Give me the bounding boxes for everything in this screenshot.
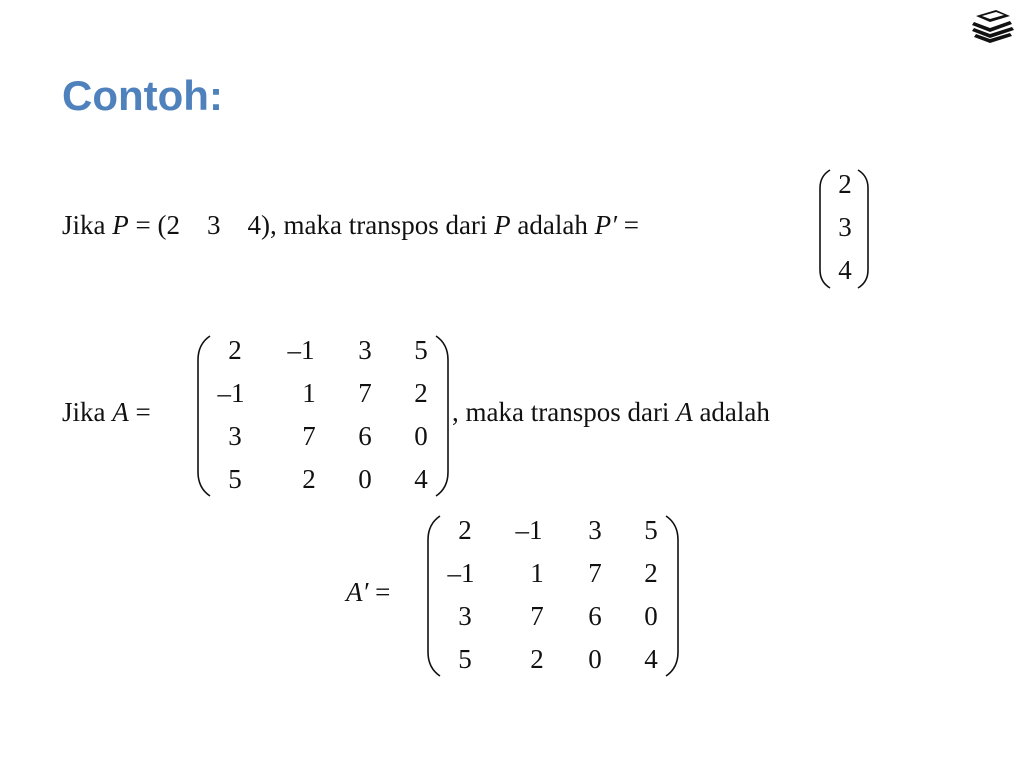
equals-sign: = bbox=[623, 210, 640, 240]
matrix-cell: 6 bbox=[358, 421, 372, 451]
adalah-word: adalah bbox=[699, 397, 770, 427]
matrix-cell: 1 bbox=[530, 558, 544, 588]
matrix-cell: 4 bbox=[644, 644, 658, 674]
matrix-cell: 0 bbox=[588, 644, 602, 674]
matrix-cell: 5 bbox=[414, 335, 428, 365]
slide-title: Contoh: bbox=[62, 72, 223, 119]
var-p: P bbox=[494, 210, 511, 240]
close-paren: ), bbox=[260, 210, 277, 240]
matrix-cell: 0 bbox=[414, 421, 428, 451]
p-transpose-entry: 4 bbox=[838, 255, 852, 285]
equals-sign: = bbox=[135, 210, 151, 240]
matrix-cell: –1 bbox=[287, 335, 315, 365]
matrix-cell: 0 bbox=[644, 601, 658, 631]
p-entry: 2 bbox=[166, 210, 180, 240]
matrix-cell: 3 bbox=[228, 421, 242, 451]
matrix-cell: 2 bbox=[228, 335, 242, 365]
var-a: A bbox=[112, 397, 129, 427]
right-paren bbox=[856, 168, 870, 290]
matrix-cell: 5 bbox=[458, 644, 472, 674]
var-p-prime: P′ bbox=[594, 210, 618, 240]
matrix-cell: 3 bbox=[458, 601, 472, 631]
jika-word: Jika bbox=[62, 210, 106, 240]
matrix-cell: 6 bbox=[588, 601, 602, 631]
line3-prefix bbox=[346, 576, 390, 608]
matrix-cell: 7 bbox=[588, 558, 602, 588]
p-entry: 3 bbox=[206, 210, 221, 240]
equals-sign: = bbox=[135, 397, 151, 427]
p-transpose-entry: 3 bbox=[838, 212, 852, 242]
maka-transpos-text: maka transpos dari bbox=[283, 210, 488, 240]
maka-transpos-text: , maka transpos dari bbox=[452, 397, 670, 427]
left-paren bbox=[426, 514, 442, 678]
adalah-word: adalah bbox=[517, 210, 588, 240]
right-paren bbox=[434, 334, 450, 498]
p-transpose-entry: 2 bbox=[838, 169, 852, 199]
matrix-cell: 5 bbox=[644, 515, 658, 545]
matrix-cell: 2 bbox=[414, 378, 428, 408]
matrix-cell: 3 bbox=[588, 515, 602, 545]
matrix-cell: 5 bbox=[228, 464, 242, 494]
matrix-cell: –1 bbox=[217, 378, 245, 408]
matrix-cell: 0 bbox=[358, 464, 372, 494]
p-entry: 4 bbox=[247, 210, 261, 240]
line2-suffix bbox=[452, 396, 770, 428]
matrix-cell: 2 bbox=[530, 644, 544, 674]
matrix-cell: 2 bbox=[458, 515, 472, 545]
right-paren bbox=[664, 514, 680, 678]
matrix-cell: 7 bbox=[302, 421, 316, 451]
var-a-prime: A′ bbox=[346, 577, 369, 607]
matrix-cell: 7 bbox=[530, 601, 544, 631]
matrix-cell: 3 bbox=[358, 335, 372, 365]
matrix-cell: 1 bbox=[302, 378, 316, 408]
matrix-cell: 2 bbox=[644, 558, 658, 588]
matrix-cell: 7 bbox=[358, 378, 372, 408]
open-paren: ( bbox=[157, 210, 167, 240]
stacked-books-icon bbox=[966, 4, 1018, 44]
matrix-cell: –1 bbox=[515, 515, 543, 545]
equals-sign: = bbox=[375, 577, 391, 607]
matrix-cell: 4 bbox=[414, 464, 428, 494]
jika-word: Jika bbox=[62, 397, 106, 427]
matrix-cell: –1 bbox=[447, 558, 475, 588]
left-paren bbox=[196, 334, 212, 498]
matrix-cell: 2 bbox=[302, 464, 316, 494]
var-a: A bbox=[676, 397, 693, 427]
line2-prefix bbox=[62, 396, 151, 428]
var-p: P bbox=[112, 210, 129, 240]
line1-text bbox=[62, 209, 639, 241]
